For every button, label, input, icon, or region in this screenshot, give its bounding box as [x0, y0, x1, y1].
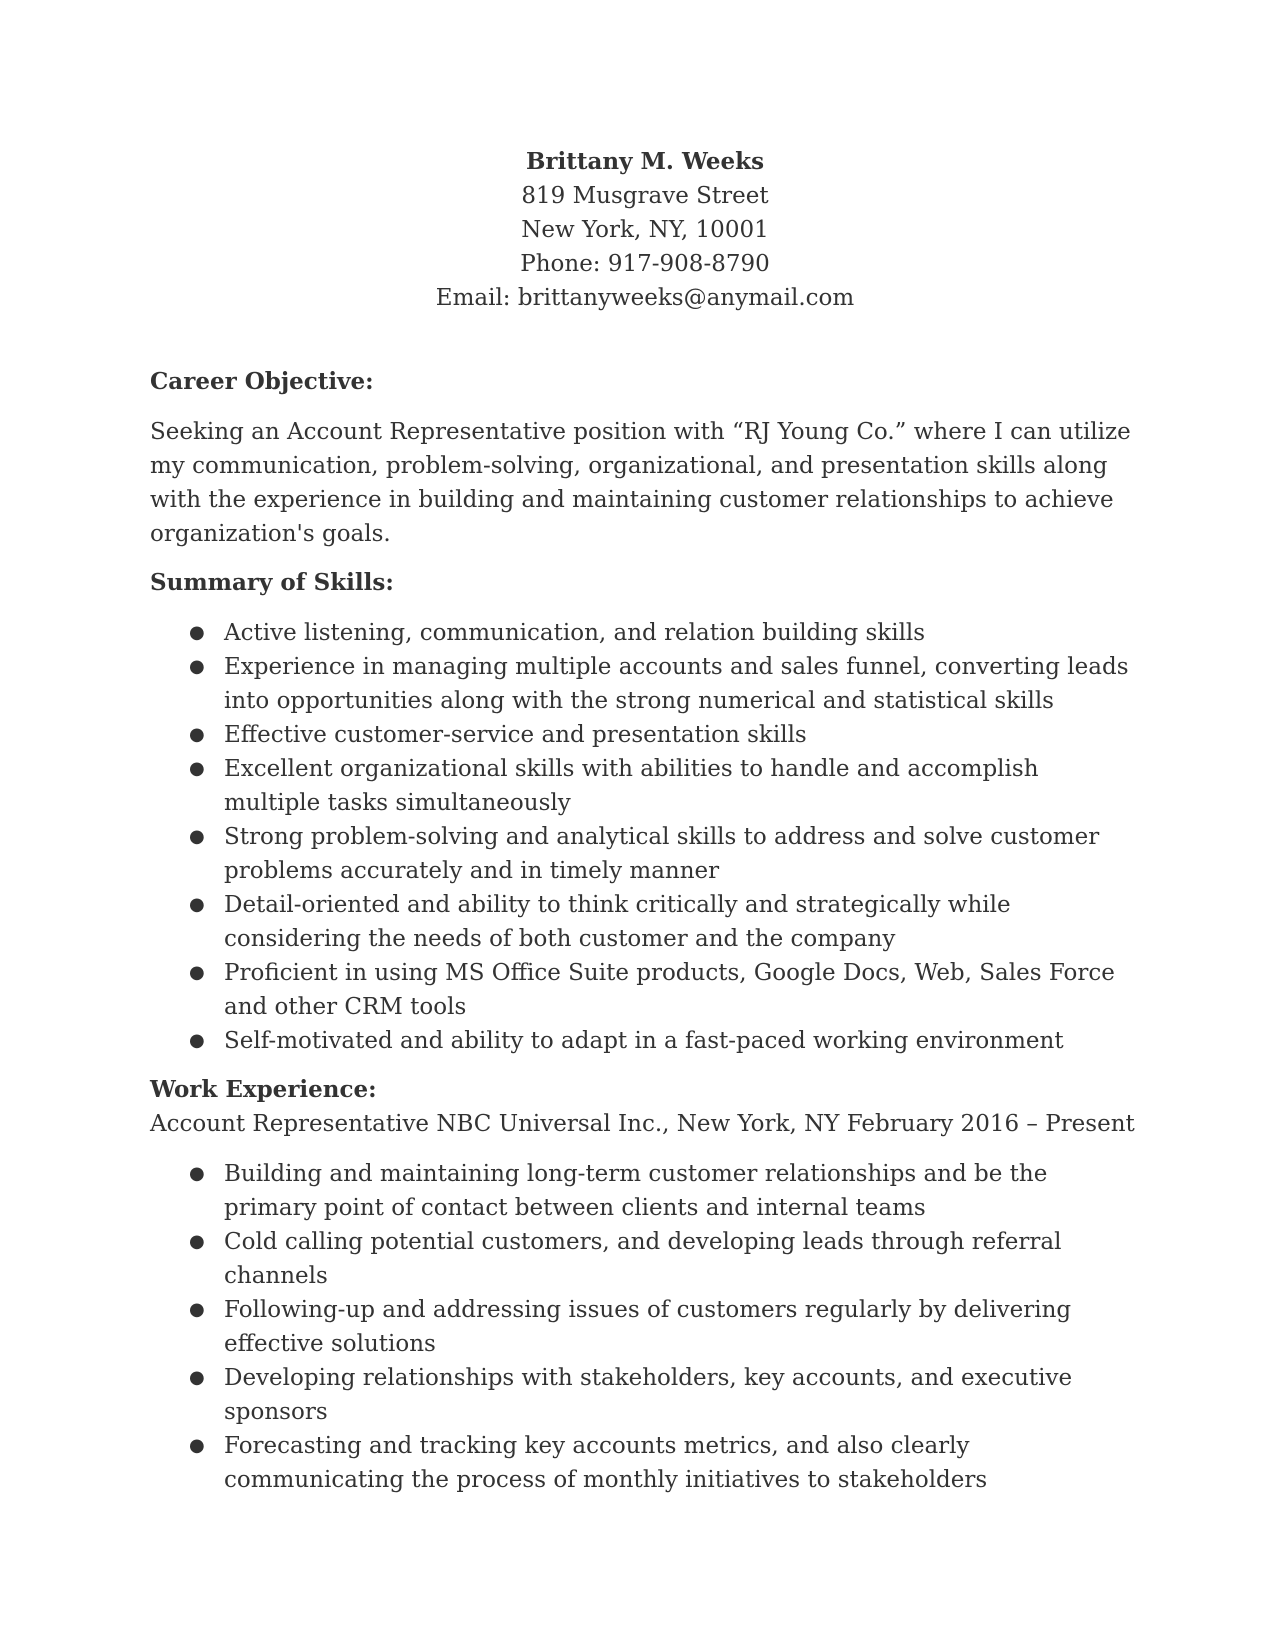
bullet-icon: ●	[189, 1299, 205, 1320]
bullet-icon: ●	[189, 1367, 205, 1388]
duty-item	[150, 1361, 1140, 1429]
bullet-icon: ●	[189, 1435, 205, 1456]
skill-text: Strong problem-solving and analytical skills to address and solve customer problems accurately and in timely manner	[224, 824, 1100, 884]
career-objective-heading: Career Objective:	[150, 368, 374, 395]
skill-text: Effective customer-service and presentation skills	[224, 722, 807, 748]
resume-page	[150, 145, 1140, 1497]
bullet-icon: ●	[189, 656, 205, 677]
duty-item	[150, 1225, 1140, 1293]
duty-item	[150, 1429, 1140, 1497]
contact-header	[150, 145, 1140, 315]
bullet-icon: ●	[189, 724, 205, 745]
skill-item	[150, 718, 1140, 752]
skill-text: Detail-oriented and ability to think critically and strategically while considering the needs of both customer and the company	[224, 892, 1011, 952]
skill-text: Active listening, communication, and relation building skills	[224, 620, 926, 646]
skill-item	[150, 956, 1140, 1024]
bullet-icon: ●	[189, 622, 205, 643]
duty-text: Following-up and addressing issues of customers regularly by delivering effective solutions	[224, 1297, 1072, 1357]
duty-text: Forecasting and tracking key accounts metrics, and also clearly communicating the process of monthly initiatives to stakeholders	[224, 1433, 988, 1493]
duty-text: Cold calling potential customers, and developing leads through referral channels	[224, 1229, 1062, 1289]
work-experience-heading: Work Experience:	[150, 1076, 377, 1103]
skill-text: Proficient in using MS Office Suite products, Google Docs, Web, Sales Force and other CRM tools	[224, 960, 1115, 1020]
skill-item	[150, 1024, 1140, 1058]
bullet-icon: ●	[189, 894, 205, 915]
job-title-line: Account Representative NBC Universal Inc., New York, NY February 2016 – Present	[150, 1111, 1135, 1137]
duty-text: Building and maintaining long-term customer relationships and be the primary point of contact between clients and internal teams	[224, 1161, 1048, 1221]
bullet-icon: ●	[189, 1163, 205, 1184]
career-objective-text: Seeking an Account Representative position with “RJ Young Co.” where I can utilize my communication, problem-solving, organizational, and presentation skills along with the experience in building and maintaining customer relationships to achieve organization's goals.	[150, 419, 1131, 547]
skills-list	[150, 616, 1140, 1058]
bullet-icon: ●	[189, 1231, 205, 1252]
skill-item	[150, 616, 1140, 650]
skills-heading: Summary of Skills:	[150, 569, 394, 596]
bullet-icon: ●	[189, 758, 205, 779]
email-address: Email: brittanyweeks@anymail.com	[435, 285, 855, 311]
duty-item	[150, 1293, 1140, 1361]
bullet-icon: ●	[189, 962, 205, 983]
skill-text: Excellent organizational skills with abilities to handle and accomplish multiple tasks simultaneously	[224, 756, 1039, 816]
duty-text: Developing relationships with stakeholders, key accounts, and executive sponsors	[224, 1365, 1073, 1425]
work-duties-list	[150, 1157, 1140, 1497]
candidate-name: Brittany M. Weeks	[525, 148, 765, 175]
duty-item	[150, 1157, 1140, 1225]
bullet-icon: ●	[189, 826, 205, 847]
skill-item	[150, 820, 1140, 888]
street-address: 819 Musgrave Street	[521, 183, 769, 209]
city-state-zip: New York, NY, 10001	[521, 217, 769, 243]
skill-item	[150, 888, 1140, 956]
skill-item	[150, 752, 1140, 820]
skill-text: Experience in managing multiple accounts and sales funnel, converting leads into opportunities along with the strong numerical and statistical skills	[224, 654, 1129, 714]
bullet-icon: ●	[189, 1030, 205, 1051]
skill-item	[150, 650, 1140, 718]
phone-number: Phone: 917-908-8790	[520, 251, 770, 277]
skill-text: Self-motivated and ability to adapt in a fast-paced working environment	[224, 1028, 1064, 1054]
